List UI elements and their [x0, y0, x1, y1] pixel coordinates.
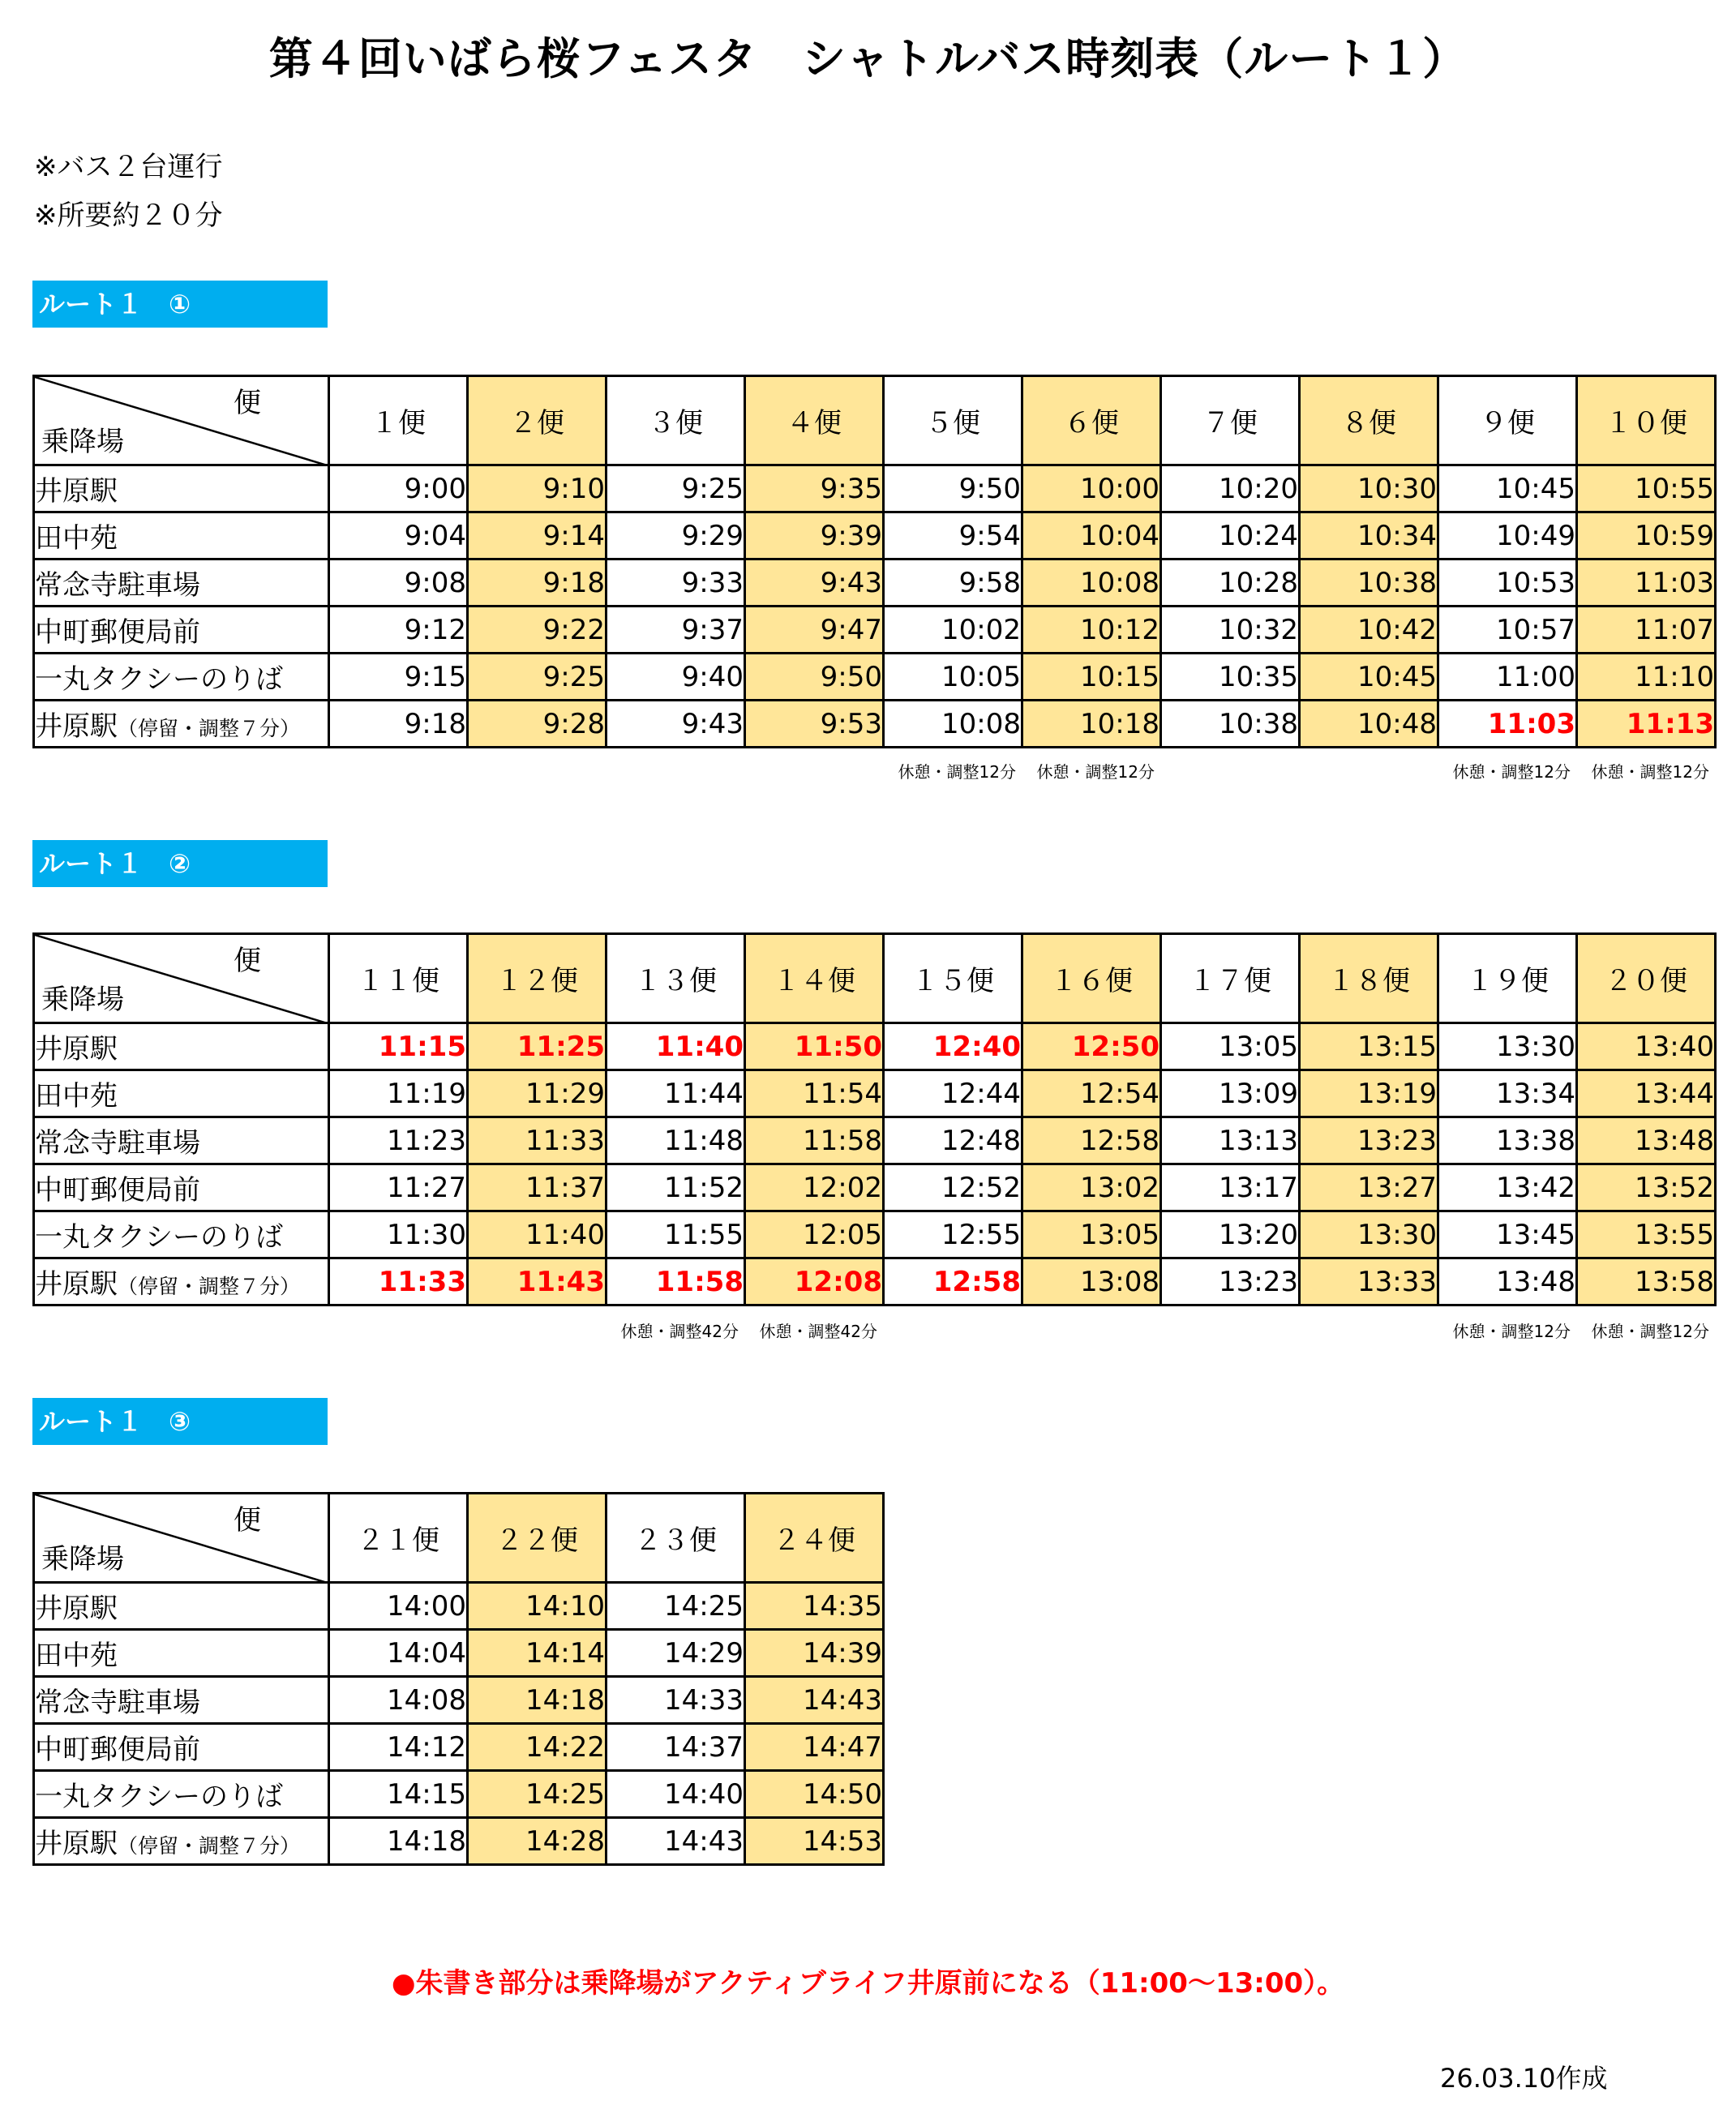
rest-note: 休憩・調整12分: [1591, 1322, 1709, 1341]
time-cell: 10:28: [1161, 559, 1300, 607]
footer-note: ●朱書き部分は乗降場がアクティブライフ井原前になる（11:00～13:00）。: [391, 1967, 1345, 2000]
time-cell: 10:15: [1022, 654, 1161, 701]
time-cell: 11:00: [1438, 654, 1577, 701]
time-cell: 14:08: [329, 1677, 468, 1724]
rest-note: 休憩・調整12分: [1591, 762, 1709, 782]
time-cell: 14:35: [745, 1583, 884, 1630]
header-row: [34, 1494, 884, 1583]
stop-name: 一丸タクシーのりば: [35, 663, 283, 696]
header-trip-label: 便: [234, 387, 261, 419]
time-cell: 13:33: [1300, 1258, 1438, 1305]
time-cell: 13:23: [1300, 1117, 1438, 1164]
time-cell: 14:12: [329, 1724, 468, 1771]
time-cell: 9:00: [329, 465, 468, 512]
stop-name: 常念寺駐車場: [35, 569, 200, 602]
time-cell: 14:25: [468, 1771, 607, 1818]
table-row: [34, 654, 1716, 701]
trip-header: １１便: [329, 934, 468, 1023]
time-cell: 11:03: [1438, 701, 1577, 748]
time-cell: 11:50: [745, 1023, 884, 1070]
time-cell: 11:37: [468, 1164, 607, 1211]
trip-header: ２１便: [329, 1494, 468, 1583]
time-cell: 14:10: [468, 1583, 607, 1630]
table-row: [34, 1583, 884, 1630]
time-cell: 10:02: [884, 607, 1022, 654]
time-cell: 9:04: [329, 512, 468, 559]
note-duration: ※所要約２０分: [34, 199, 223, 232]
stop-name-cell: [34, 701, 329, 748]
time-cell: 12:58: [1022, 1117, 1161, 1164]
table-row: [34, 1117, 1716, 1164]
header-stop-label: 乗降場: [41, 984, 124, 1016]
route-label-3: ルート１ ③: [32, 1398, 328, 1445]
stop-name: 井原駅: [35, 475, 118, 508]
stop-name-cell: [34, 1023, 329, 1070]
time-cell: 13:13: [1161, 1117, 1300, 1164]
stop-name-cell: [34, 1117, 329, 1164]
time-cell: 14:18: [329, 1818, 468, 1865]
time-cell: 9:22: [468, 607, 607, 654]
time-cell: 9:15: [329, 654, 468, 701]
rest-note: 休憩・調整42分: [759, 1322, 877, 1341]
table-row: [34, 1677, 884, 1724]
stop-suffix: （停留・調整７分）: [118, 1834, 301, 1858]
header-corner-cell: [34, 376, 329, 465]
stop-name: 中町郵便局前: [35, 616, 200, 649]
time-cell: 9:18: [329, 701, 468, 748]
trip-header: ６便: [1022, 376, 1161, 465]
table-row: [34, 465, 1716, 512]
stop-name-cell: [34, 1211, 329, 1258]
trip-header: ２２便: [468, 1494, 607, 1583]
time-cell: 14:22: [468, 1724, 607, 1771]
time-cell: 11:07: [1577, 607, 1716, 654]
stop-name-cell: [34, 1258, 329, 1305]
time-cell: 12:02: [745, 1164, 884, 1211]
stop-name-cell: [34, 1771, 329, 1818]
time-cell: 9:25: [468, 654, 607, 701]
stop-name-cell: [34, 465, 329, 512]
rest-note: 休憩・調整12分: [1452, 762, 1571, 782]
trip-header: １８便: [1300, 934, 1438, 1023]
table-row: [34, 607, 1716, 654]
rest-note: 休憩・調整12分: [898, 762, 1016, 782]
stop-name: 中町郵便局前: [35, 1174, 200, 1207]
time-cell: 11:25: [468, 1023, 607, 1070]
stop-name-cell: [34, 1583, 329, 1630]
note-bus-count: ※バス２台運行: [34, 151, 223, 183]
table-row: [34, 1771, 884, 1818]
stop-name: 井原駅: [35, 1828, 118, 1860]
stop-name: 常念寺駐車場: [35, 1687, 200, 1719]
time-cell: 13:40: [1577, 1023, 1716, 1070]
time-cell: 14:43: [745, 1677, 884, 1724]
time-cell: 12:40: [884, 1023, 1022, 1070]
time-cell: 13:05: [1161, 1023, 1300, 1070]
trip-header: ２４便: [745, 1494, 884, 1583]
time-cell: 9:18: [468, 559, 607, 607]
table-row: [34, 1818, 884, 1865]
time-cell: 10:20: [1161, 465, 1300, 512]
time-cell: 13:45: [1438, 1211, 1577, 1258]
time-cell: 10:45: [1438, 465, 1577, 512]
time-cell: 14:33: [607, 1677, 745, 1724]
time-cell: 11:27: [329, 1164, 468, 1211]
time-cell: 11:40: [607, 1023, 745, 1070]
time-cell: 14:43: [607, 1818, 745, 1865]
table-row: [34, 1258, 1716, 1305]
time-cell: 10:38: [1161, 701, 1300, 748]
trip-header: １５便: [884, 934, 1022, 1023]
rest-note: 休憩・調整12分: [1452, 1322, 1571, 1341]
created-date: 26.03.10作成: [1440, 2063, 1608, 2094]
time-cell: 9:33: [607, 559, 745, 607]
table-row: [34, 1211, 1716, 1258]
stop-name: 田中苑: [35, 522, 118, 555]
stop-name-cell: [34, 512, 329, 559]
time-cell: 10:48: [1300, 701, 1438, 748]
route-label-2: ルート１ ②: [32, 840, 328, 887]
time-cell: 11:19: [329, 1070, 468, 1117]
time-cell: 11:33: [329, 1258, 468, 1305]
table-row: [34, 512, 1716, 559]
stop-name: 一丸タクシーのりば: [35, 1781, 283, 1813]
time-cell: 11:15: [329, 1023, 468, 1070]
time-cell: 9:37: [607, 607, 745, 654]
time-cell: 9:58: [884, 559, 1022, 607]
time-cell: 10:49: [1438, 512, 1577, 559]
time-cell: 14:50: [745, 1771, 884, 1818]
time-cell: 9:29: [607, 512, 745, 559]
time-cell: 13:15: [1300, 1023, 1438, 1070]
time-cell: 9:08: [329, 559, 468, 607]
time-cell: 9:43: [607, 701, 745, 748]
timetable-route1-1: [32, 375, 1717, 748]
time-cell: 11:48: [607, 1117, 745, 1164]
time-cell: 11:29: [468, 1070, 607, 1117]
stop-name-cell: [34, 654, 329, 701]
table-row: [34, 1070, 1716, 1117]
stop-name: 井原駅: [35, 710, 118, 743]
time-cell: 10:45: [1300, 654, 1438, 701]
time-cell: 9:53: [745, 701, 884, 748]
time-cell: 13:48: [1438, 1258, 1577, 1305]
stop-suffix: （停留・調整７分）: [118, 717, 301, 740]
time-cell: 14:37: [607, 1724, 745, 1771]
header-row: [34, 376, 1716, 465]
time-cell: 13:23: [1161, 1258, 1300, 1305]
time-cell: 11:52: [607, 1164, 745, 1211]
time-cell: 9:25: [607, 465, 745, 512]
stop-name: 田中苑: [35, 1080, 118, 1113]
timetable-route1-2: [32, 932, 1717, 1306]
rest-note: 休憩・調整42分: [620, 1322, 739, 1341]
time-cell: 13:19: [1300, 1070, 1438, 1117]
time-cell: 10:08: [884, 701, 1022, 748]
table-row: [34, 1023, 1716, 1070]
time-cell: 10:32: [1161, 607, 1300, 654]
stop-name: 井原駅: [35, 1593, 118, 1625]
time-cell: 12:58: [884, 1258, 1022, 1305]
time-cell: 13:20: [1161, 1211, 1300, 1258]
rest-note: 休憩・調整12分: [1036, 762, 1155, 782]
time-cell: 10:35: [1161, 654, 1300, 701]
trip-header: １２便: [468, 934, 607, 1023]
table-row: [34, 701, 1716, 748]
stop-suffix: （停留・調整７分）: [118, 1275, 301, 1298]
stop-name: 常念寺駐車場: [35, 1127, 200, 1160]
trip-header: １０便: [1577, 376, 1716, 465]
time-cell: 14:28: [468, 1818, 607, 1865]
stop-name-cell: [34, 1070, 329, 1117]
time-cell: 14:15: [329, 1771, 468, 1818]
time-cell: 14:25: [607, 1583, 745, 1630]
time-cell: 12:08: [745, 1258, 884, 1305]
time-cell: 13:05: [1022, 1211, 1161, 1258]
trip-header: ７便: [1161, 376, 1300, 465]
stop-name-cell: [34, 1677, 329, 1724]
time-cell: 14:29: [607, 1630, 745, 1677]
time-cell: 13:09: [1161, 1070, 1300, 1117]
time-cell: 10:57: [1438, 607, 1577, 654]
table-row: [34, 1630, 884, 1677]
time-cell: 10:42: [1300, 607, 1438, 654]
time-cell: 12:52: [884, 1164, 1022, 1211]
time-cell: 13:02: [1022, 1164, 1161, 1211]
time-cell: 14:04: [329, 1630, 468, 1677]
stop-name-cell: [34, 1164, 329, 1211]
time-cell: 14:14: [468, 1630, 607, 1677]
trip-header: ４便: [745, 376, 884, 465]
time-cell: 10:12: [1022, 607, 1161, 654]
stop-name-cell: [34, 1818, 329, 1865]
time-cell: 10:59: [1577, 512, 1716, 559]
time-cell: 11:33: [468, 1117, 607, 1164]
time-cell: 12:44: [884, 1070, 1022, 1117]
time-cell: 13:52: [1577, 1164, 1716, 1211]
header-stop-label: 乗降場: [41, 1543, 124, 1576]
time-cell: 9:39: [745, 512, 884, 559]
time-cell: 9:14: [468, 512, 607, 559]
time-cell: 10:18: [1022, 701, 1161, 748]
time-cell: 14:18: [468, 1677, 607, 1724]
time-cell: 11:55: [607, 1211, 745, 1258]
timetable-route1-3: [32, 1492, 885, 1866]
time-cell: 10:53: [1438, 559, 1577, 607]
time-cell: 11:43: [468, 1258, 607, 1305]
time-cell: 13:30: [1438, 1023, 1577, 1070]
time-cell: 13:27: [1300, 1164, 1438, 1211]
time-cell: 14:53: [745, 1818, 884, 1865]
time-cell: 11:40: [468, 1211, 607, 1258]
trip-header: １７便: [1161, 934, 1300, 1023]
time-cell: 9:10: [468, 465, 607, 512]
time-cell: 14:40: [607, 1771, 745, 1818]
time-cell: 11:13: [1577, 701, 1716, 748]
time-cell: 13:42: [1438, 1164, 1577, 1211]
stop-name: 井原駅: [35, 1268, 118, 1301]
time-cell: 13:30: [1300, 1211, 1438, 1258]
time-cell: 9:47: [745, 607, 884, 654]
time-cell: 10:34: [1300, 512, 1438, 559]
time-cell: 10:24: [1161, 512, 1300, 559]
stop-name-cell: [34, 607, 329, 654]
time-cell: 9:54: [884, 512, 1022, 559]
time-cell: 14:00: [329, 1583, 468, 1630]
time-cell: 10:08: [1022, 559, 1161, 607]
time-cell: 12:05: [745, 1211, 884, 1258]
time-cell: 9:40: [607, 654, 745, 701]
time-cell: 10:04: [1022, 512, 1161, 559]
time-cell: 11:54: [745, 1070, 884, 1117]
time-cell: 13:38: [1438, 1117, 1577, 1164]
time-cell: 9:50: [884, 465, 1022, 512]
header-trip-label: 便: [234, 945, 261, 977]
time-cell: 13:48: [1577, 1117, 1716, 1164]
trip-header: １３便: [607, 934, 745, 1023]
header-corner-cell: [34, 1494, 329, 1583]
stop-name: 井原駅: [35, 1033, 118, 1065]
trip-header: １９便: [1438, 934, 1577, 1023]
time-cell: 10:00: [1022, 465, 1161, 512]
stop-name-cell: [34, 1630, 329, 1677]
time-cell: 12:48: [884, 1117, 1022, 1164]
route-label-1: ルート１ ①: [32, 281, 328, 328]
trip-header: １６便: [1022, 934, 1161, 1023]
time-cell: 10:05: [884, 654, 1022, 701]
header-trip-label: 便: [234, 1504, 261, 1537]
time-cell: 14:47: [745, 1724, 884, 1771]
time-cell: 9:50: [745, 654, 884, 701]
time-cell: 11:23: [329, 1117, 468, 1164]
trip-header: １便: [329, 376, 468, 465]
time-cell: 13:44: [1577, 1070, 1716, 1117]
time-cell: 12:54: [1022, 1070, 1161, 1117]
time-cell: 12:50: [1022, 1023, 1161, 1070]
stop-name: 中町郵便局前: [35, 1734, 200, 1766]
trip-header: ２便: [468, 376, 607, 465]
stop-name: 一丸タクシーのりば: [35, 1221, 283, 1254]
time-cell: 13:08: [1022, 1258, 1161, 1305]
time-cell: 10:55: [1577, 465, 1716, 512]
time-cell: 11:30: [329, 1211, 468, 1258]
time-cell: 10:38: [1300, 559, 1438, 607]
stop-name-cell: [34, 559, 329, 607]
time-cell: 10:30: [1300, 465, 1438, 512]
table-row: [34, 1724, 884, 1771]
time-cell: 9:28: [468, 701, 607, 748]
time-cell: 11:03: [1577, 559, 1716, 607]
trip-header: ２０便: [1577, 934, 1716, 1023]
time-cell: 11:44: [607, 1070, 745, 1117]
time-cell: 13:58: [1577, 1258, 1716, 1305]
header-stop-label: 乗降場: [41, 426, 124, 458]
time-cell: 11:58: [745, 1117, 884, 1164]
time-cell: 12:55: [884, 1211, 1022, 1258]
header-corner-cell: [34, 934, 329, 1023]
table-row: [34, 1164, 1716, 1211]
time-cell: 11:58: [607, 1258, 745, 1305]
trip-header: １４便: [745, 934, 884, 1023]
time-cell: 13:34: [1438, 1070, 1577, 1117]
trip-header: ９便: [1438, 376, 1577, 465]
header-row: [34, 934, 1716, 1023]
stop-name-cell: [34, 1724, 329, 1771]
trip-header: ５便: [884, 376, 1022, 465]
trip-header: ８便: [1300, 376, 1438, 465]
time-cell: 13:17: [1161, 1164, 1300, 1211]
trip-header: ３便: [607, 376, 745, 465]
time-cell: 9:43: [745, 559, 884, 607]
table-row: [34, 559, 1716, 607]
trip-header: ２３便: [607, 1494, 745, 1583]
time-cell: 13:55: [1577, 1211, 1716, 1258]
time-cell: 9:12: [329, 607, 468, 654]
time-cell: 11:10: [1577, 654, 1716, 701]
stop-name: 田中苑: [35, 1640, 118, 1672]
time-cell: 14:39: [745, 1630, 884, 1677]
page-title: 第４回いばら桜フェスタ シャトルバス時刻表（ルート１）: [268, 33, 1468, 84]
time-cell: 9:35: [745, 465, 884, 512]
